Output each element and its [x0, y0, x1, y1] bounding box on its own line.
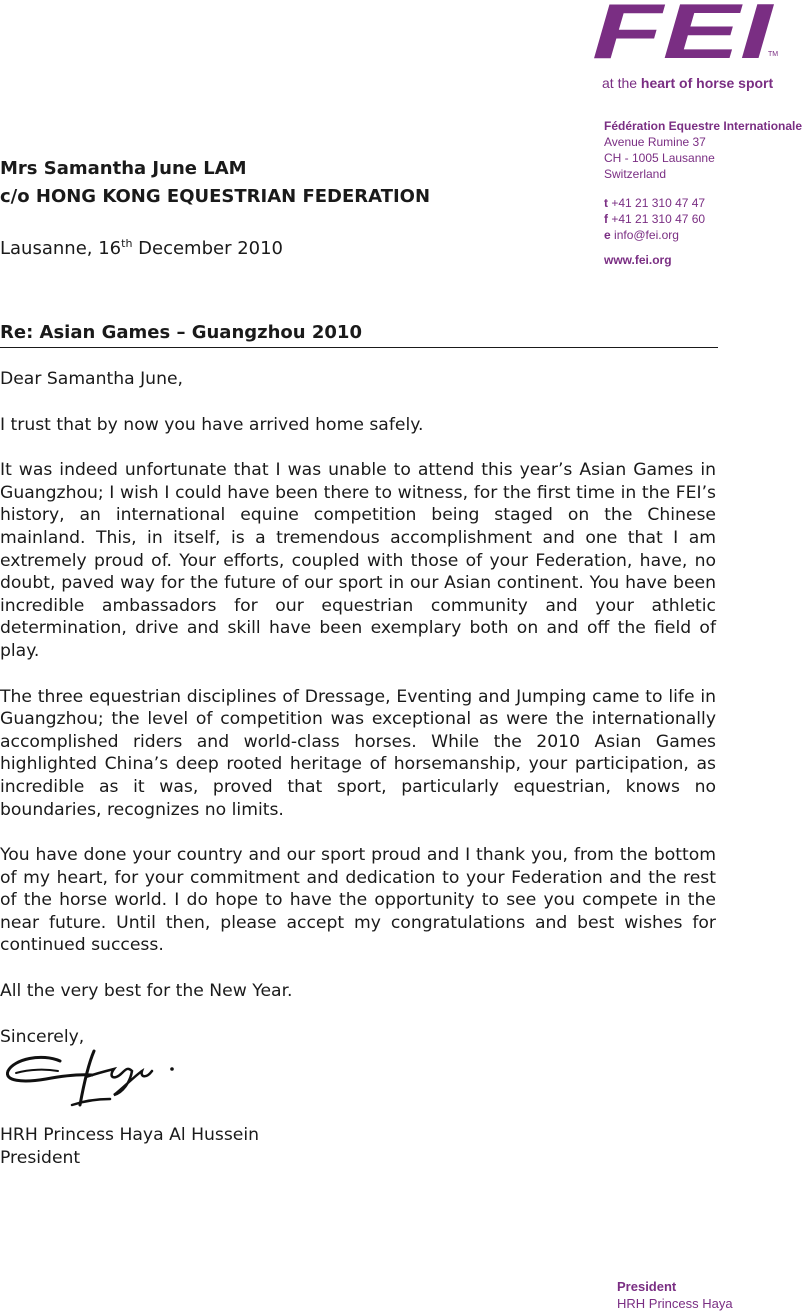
- date-suffix: th: [121, 237, 133, 250]
- closing: Sincerely,: [0, 1026, 85, 1047]
- recipient-block: [0, 155, 430, 211]
- tagline-bold: heart of horse sport: [640, 75, 774, 91]
- footer-block: [617, 1278, 800, 1311]
- paragraph-1: I trust that by now you have arrived home safely.: [0, 414, 424, 435]
- letter-date: [0, 237, 283, 259]
- contact-block: [604, 118, 800, 268]
- recipient-organization: c/o HONG KONG EQUESTRIAN FEDERATION: [0, 186, 431, 207]
- organization-name: Fédération Equestre Internationale: [604, 119, 802, 133]
- website: www.fei.org: [604, 253, 672, 267]
- paragraph-2: It was indeed unfortunate that I was unable to attend this year’s Asian Games in Guangzhou; I wish I could have been there to witness, for the first time in the FEI’s history, an international equine competition being staged on the Chinese mainland. This, in itself, is a tremendous accomplishment and one that I am extremely proud of. Your efforts, coupled with those of your Federation, have, no doubt, paved way for the future of our sport in our Asian continent. You have been incredible ambassadors for our equestrian community and your athletic determination, drive and skill have been exemplary both on and off the field of play.: [0, 460, 716, 661]
- fax-line: [604, 211, 800, 227]
- trademark-symbol: TM: [768, 51, 779, 58]
- phone-label: t: [604, 196, 608, 210]
- phone-number: +41 21 310 47 47: [611, 196, 706, 210]
- phone-line: [604, 195, 800, 211]
- footer-title: President: [617, 1279, 677, 1294]
- paragraph-4: You have done your country and our sport proud and I thank you, from the bottom of my heart, for your commitment and dedication to your Federation and the rest of the horse world. I do hope to have the opportunity to see you compete in the near future. Until then, please accept my congratulations and best wishes for continued success.: [0, 845, 716, 956]
- signature: [2, 1043, 182, 1115]
- date-rest: December 2010: [132, 238, 284, 259]
- footer-name: HRH Princess Haya: [617, 1296, 733, 1311]
- signer-block: [0, 1124, 259, 1170]
- date-prefix: Lausanne, 16: [0, 238, 122, 259]
- recipient-name: Mrs Samantha June LAM: [0, 158, 247, 179]
- salutation: Dear Samantha June,: [0, 369, 184, 389]
- signer-title: President: [0, 1148, 81, 1168]
- address-line-1: Avenue Rumine 37: [604, 135, 706, 149]
- signer-name: HRH Princess Haya Al Hussein: [0, 1125, 260, 1145]
- letter-body: [0, 368, 716, 1071]
- tagline: [602, 75, 773, 91]
- fax-label: f: [604, 212, 608, 226]
- email-address: info@fei.org: [614, 228, 679, 242]
- address-line-3: Switzerland: [604, 167, 667, 181]
- fei-logo-text: FEI: [592, 0, 774, 75]
- email-label: e: [604, 228, 611, 242]
- email-line: [604, 227, 800, 243]
- subject-line: Re: Asian Games – Guangzhou 2010: [0, 321, 718, 348]
- fax-number: +41 21 310 47 60: [611, 212, 706, 226]
- fei-logo: [588, 0, 800, 75]
- paragraph-3: The three equestrian disciplines of Dressage, Eventing and Jumping came to life in Guangzhou; the level of competition was exceptional as were the internationally accomplished riders and world-class horses. While the 2010 Asian Games highlighted China’s deep rooted heritage of horsemanship, your participation, as incredible as it was, proved that sport, particularly equestrian, knows no boundaries, recognizes no limits.: [0, 686, 716, 820]
- tagline-prefix: at the: [602, 75, 641, 91]
- paragraph-5: All the very best for the New Year.: [0, 981, 293, 1002]
- address-line-2: CH - 1005 Lausanne: [604, 151, 715, 165]
